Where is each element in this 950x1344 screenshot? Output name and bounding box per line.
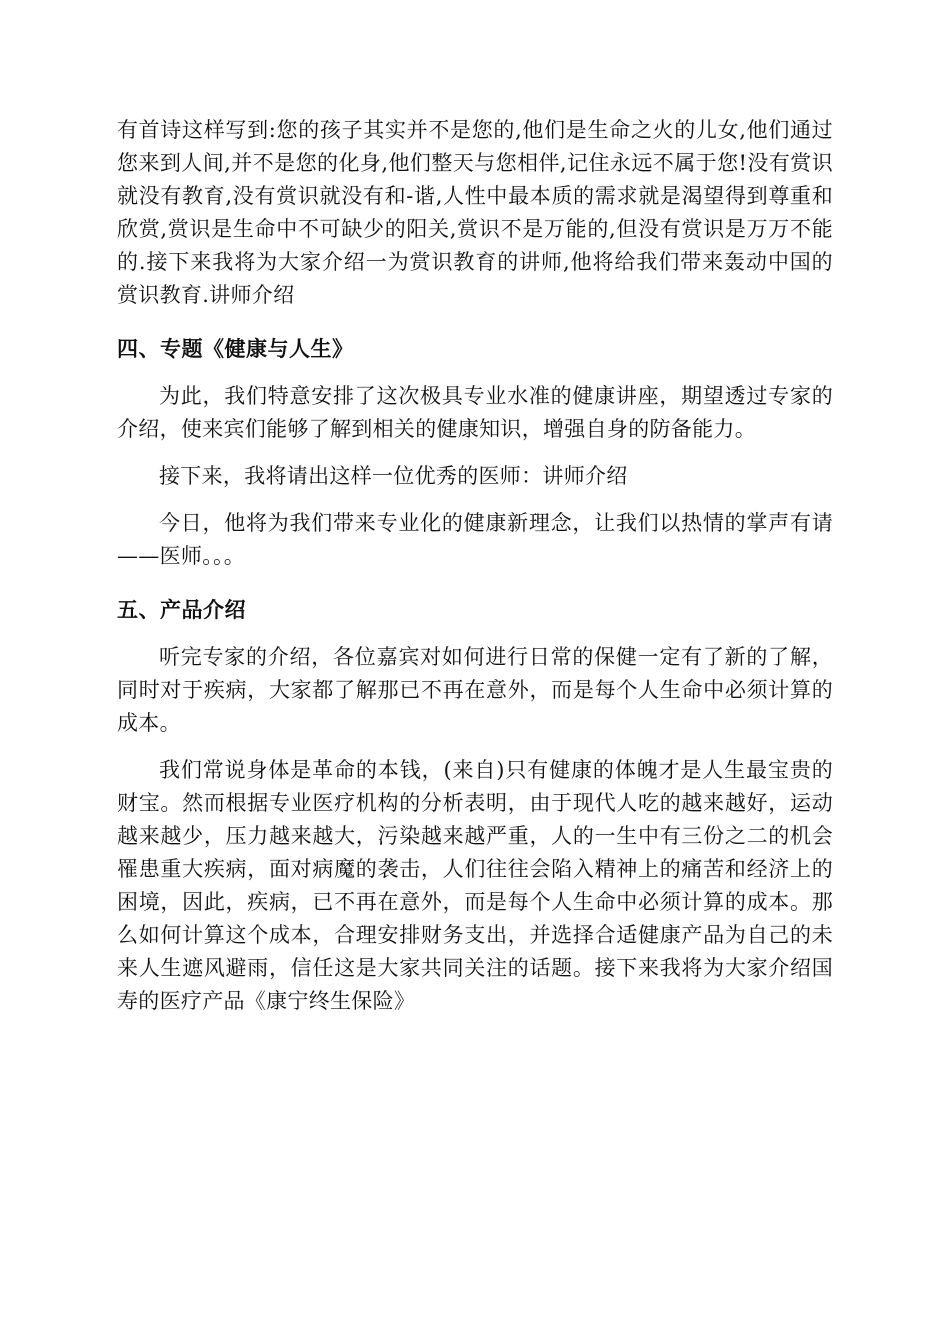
section-4-heading: 四、专题《健康与人生》 [117, 337, 354, 361]
section-5-heading: 五、产品介绍 [117, 598, 246, 622]
section-4-paragraph-3: 今日，他将为我们带来专业化的健康新理念，让我们以热情的掌声有请——医师。。。 [117, 511, 833, 568]
section-5-paragraph-2: 我们常说身体是革命的本钱，(来自)只有健康的体魄才是人生最宝贵的财宝。然而根据专业医疗机构的分析表明，由于现代人吃的越来越好，运动越来越少，压力越来越大，污染越来越严重，人的一生中有三份之二的机会罹患重大疾病，面对病魔的袭击，人们往往会陷入精神上的痛苦和经济上的困境，因此，疾病，已不再在意外，而是每个人生命中必须计算的成本。那么如何计算这个成本，合理安排财务支出，并选择合适健康产品为自己的未来人生遮风避雨，信任这是大家共同关注的话题。接下来我将为大家介绍国寿的医疗产品《康宁终生保险》 [117, 758, 833, 1013]
section-4-paragraph-1: 为此，我们特意安排了这次极具专业水准的健康讲座，期望透过专家的介绍，使来宾们能够了解到相关的健康知识，增强自身的防备能力。 [117, 384, 833, 441]
intro-paragraph: 有首诗这样写到:您的孩子其实并不是您的,他们是生命之火的儿女,他们通过您来到人间,并不是您的化身,他们整天与您相伴,记住永远不属于您!没有赏识就没有教育,没有赏识就没有和-谐,人性中最本质的需求就是渴望得到尊重和欣赏,赏识是生命中不可缺少的阳关,赏识不是万能的,但没有赏识是万万不能的.接下来我将为大家介绍一为赏识教育的讲师,他将给我们带来轰动中国的赏识教育.讲师介绍 [117, 118, 833, 307]
section-4-paragraph-2: 接下来，我将请出这样一位优秀的医师：讲师介绍 [159, 464, 628, 488]
document-page [117, 114, 833, 1018]
section-5-paragraph-1: 听完专家的介绍，各位嘉宾对如何进行日常的保健一定有了新的了解，同时对于疾病，大家都了解那已不再在意外，而是每个人生命中必须计算的成本。 [117, 645, 833, 735]
